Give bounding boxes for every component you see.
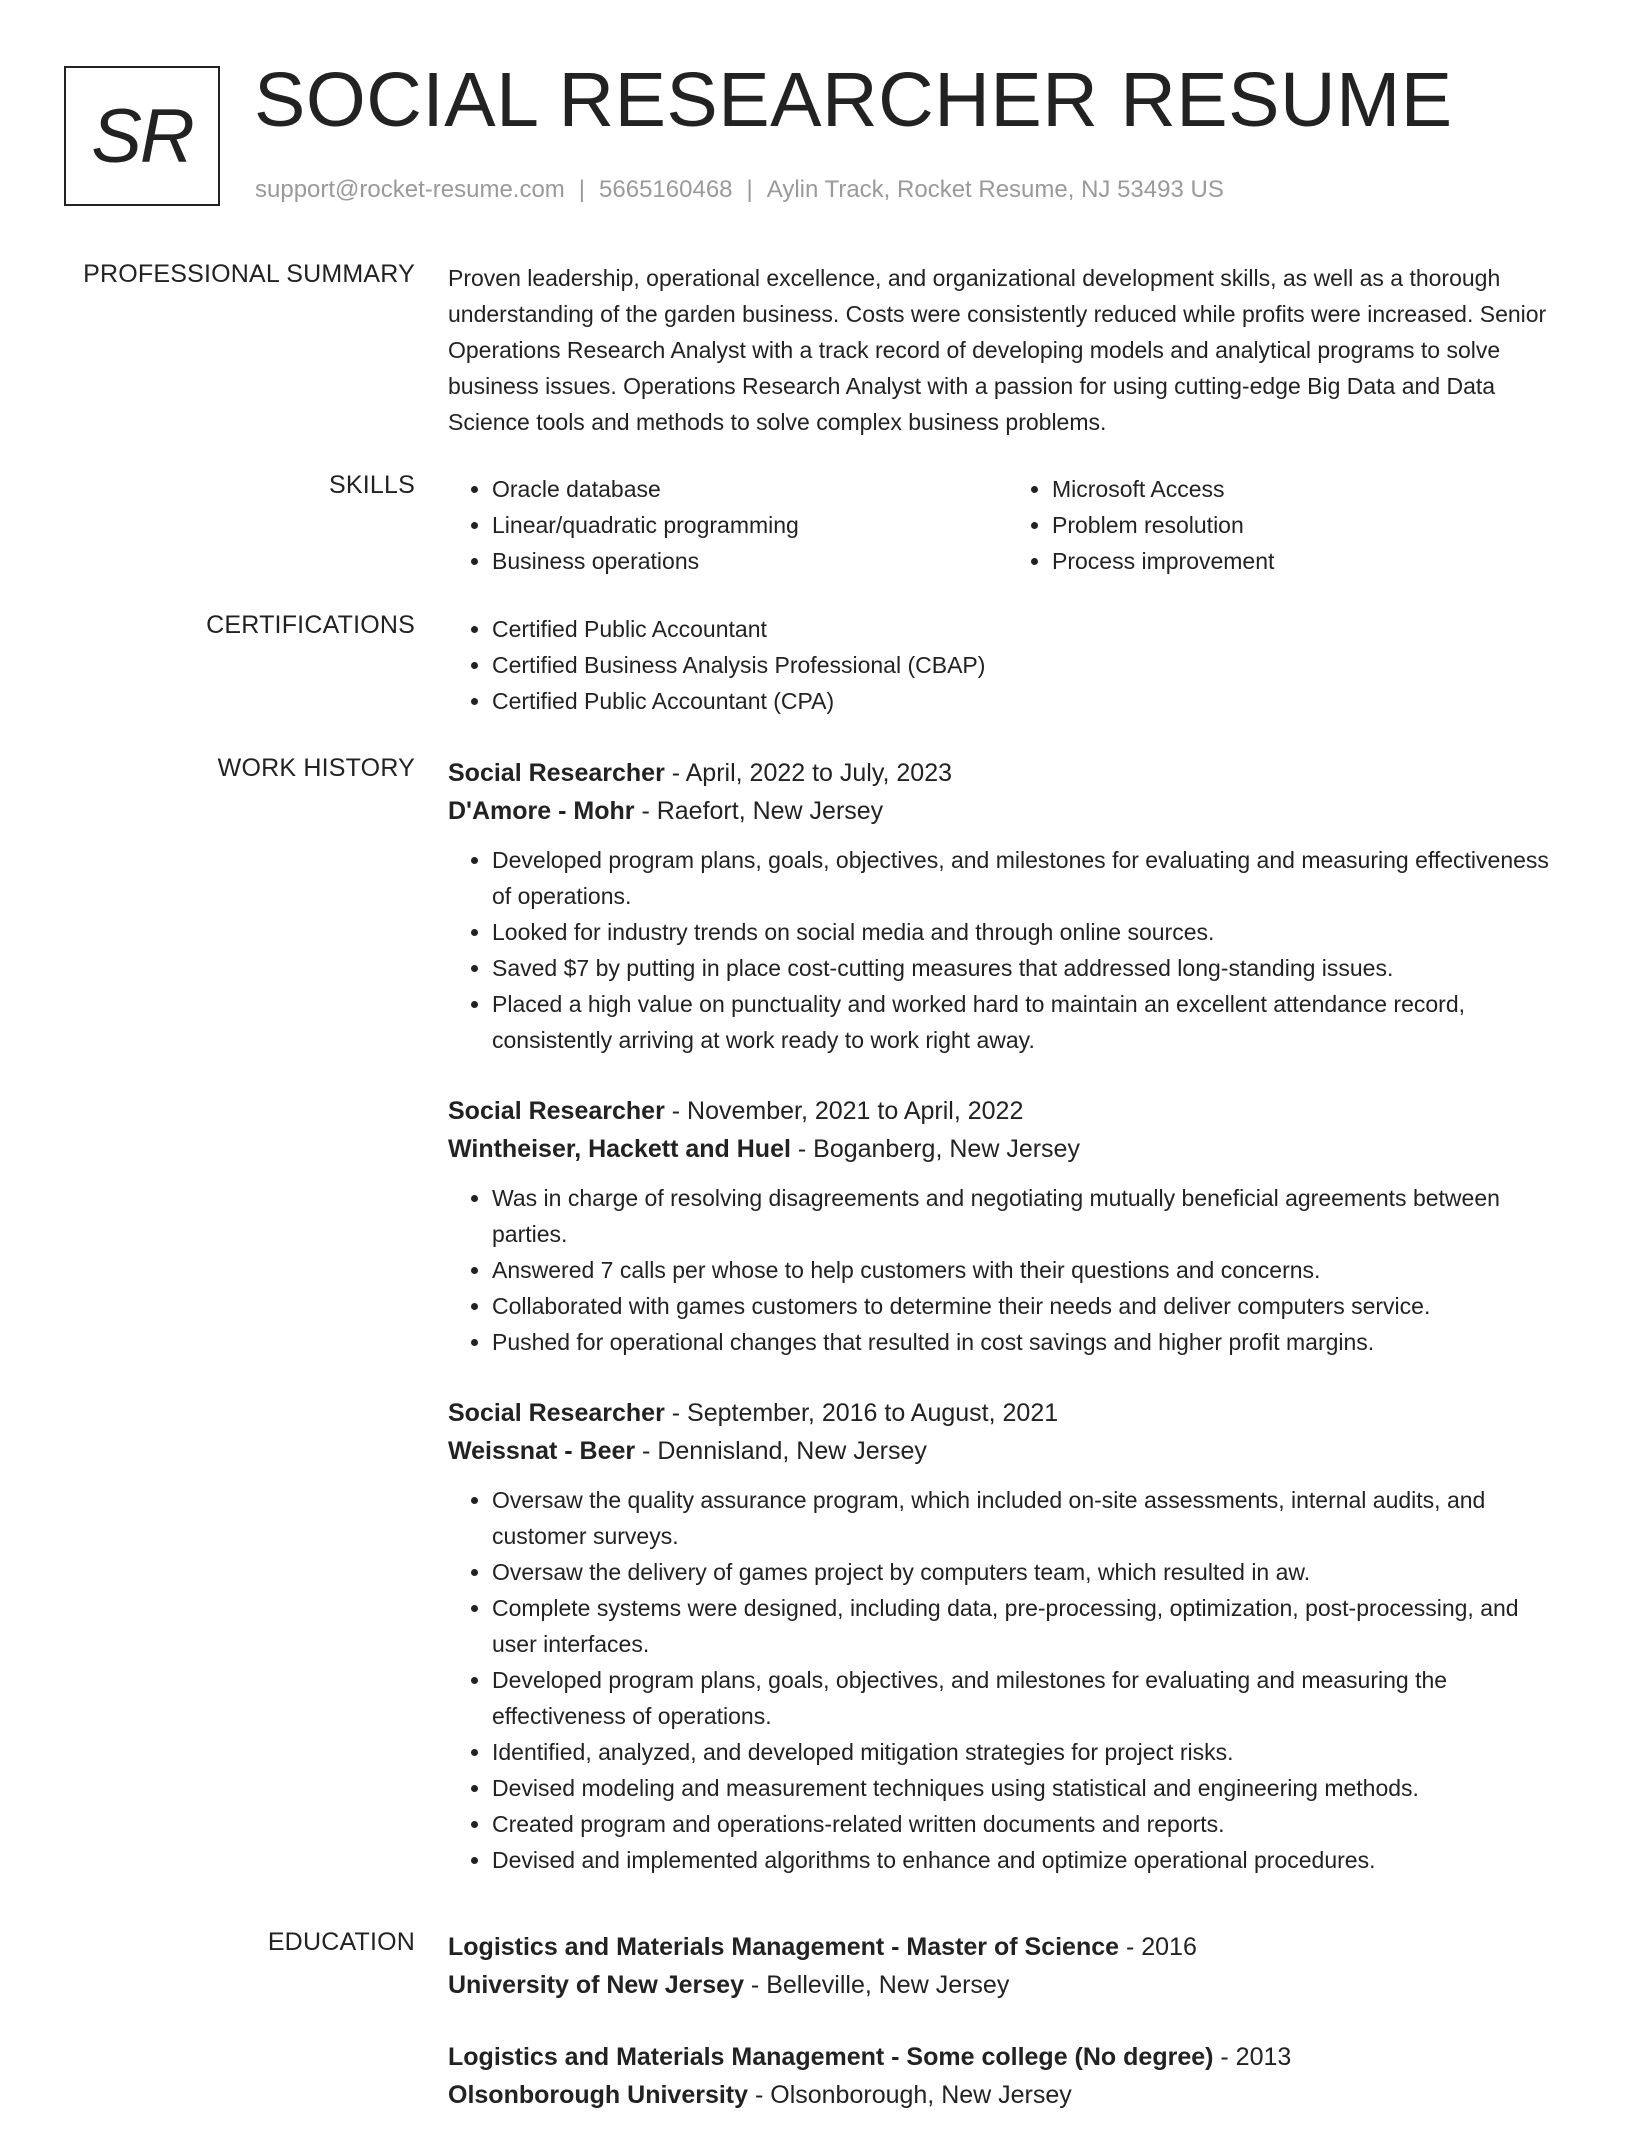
job-company: Weissnat - Beer (448, 1437, 636, 1465)
skill-item: • Business operations (492, 543, 1008, 579)
job-bullet: • Collaborated with games customers to determine their needs and deliver computers service. (492, 1288, 1568, 1324)
job-bullet-list (448, 1180, 1568, 1360)
job-bullet: • Developed program plans, goals, objectives, and milestones for evaluating and measuring the effectiveness of operations. (492, 1662, 1568, 1734)
job-company-line (448, 1130, 1568, 1168)
contact-email[interactable]: support@rocket-resume.com (255, 176, 565, 203)
education-location: - Olsonborough, New Jersey (748, 2081, 1072, 2109)
job-location: - Raefort, New Jersey (634, 797, 884, 825)
education-degree: Logistics and Materials Management - Master of Science (448, 1933, 1120, 1961)
monogram-initials: SR (91, 93, 193, 179)
job-entry (448, 754, 1568, 1058)
job-title: Social Researcher (448, 1399, 665, 1427)
section-label-work-history: WORK HISTORY (217, 754, 415, 782)
job-company-line (448, 792, 1568, 830)
job-bullet: • Oversaw the delivery of games project by computers team, which resulted in aw. (492, 1554, 1568, 1590)
section-label-summary: PROFESSIONAL SUMMARY (83, 260, 415, 288)
skills-list-right (1008, 471, 1568, 579)
job-bullet-list (448, 842, 1568, 1058)
job-bullet: • Saved $7 by putting in place cost-cutting measures that addressed long-standing issues. (492, 950, 1568, 986)
job-title: Social Researcher (448, 759, 665, 787)
job-entry (448, 1394, 1568, 1878)
contact-address: Aylin Track, Rocket Resume, NJ 53493 US (766, 176, 1224, 203)
job-bullet: • Identified, analyzed, and developed mitigation strategies for project risks. (492, 1734, 1568, 1770)
resume-title: SOCIAL RESEARCHER RESUME (254, 57, 1453, 143)
section-label-skills: SKILLS (329, 471, 415, 499)
certification-item: • Certified Business Analysis Professional (CBAP) (492, 647, 1568, 683)
skill-item: • Process improvement (1052, 543, 1568, 579)
education-degree-line (448, 2038, 1568, 2076)
skill-item: • Problem resolution (1052, 507, 1568, 543)
job-bullet: • Complete systems were designed, including data, pre-processing, optimization, post-processing, and user interfaces. (492, 1590, 1568, 1662)
job-title-line (448, 1092, 1568, 1130)
job-bullet: • Looked for industry trends on social media and through online sources. (492, 914, 1568, 950)
job-company: D'Amore - Mohr (448, 797, 635, 825)
job-location: - Dennisland, New Jersey (635, 1437, 927, 1465)
skill-item: • Microsoft Access (1052, 471, 1568, 507)
certifications-list (448, 611, 1568, 719)
job-title-line (448, 754, 1568, 792)
job-bullet: • Created program and operations-related written documents and reports. (492, 1806, 1568, 1842)
skill-item: • Oracle database (492, 471, 1008, 507)
contact-phone[interactable]: 5665160468 (599, 176, 733, 203)
job-company-line (448, 1432, 1568, 1470)
summary-text: Proven leadership, operational excellence, and organizational development skills, as well as a thorough understanding of the garden business. Costs were consistently reduced while profits were increased. Senior Operations Research Analyst with a track record of developing models and analytical programs to solve business issues. Operations Research Analyst with a passion for using cutting-edge Big Data and Data Science tools and methods to solve complex business problems. (448, 265, 1547, 435)
section-label-education: EDUCATION (267, 1928, 415, 1956)
job-dates: - September, 2016 to August, 2021 (664, 1399, 1059, 1427)
job-title-line (448, 1394, 1568, 1432)
certification-item: • Certified Public Accountant (492, 611, 1568, 647)
job-bullet-list (448, 1482, 1568, 1878)
job-company: Wintheiser, Hackett and Huel (448, 1135, 791, 1163)
job-location: - Boganberg, New Jersey (790, 1135, 1080, 1163)
contact-separator: | (578, 176, 586, 203)
job-bullet: • Was in charge of resolving disagreements and negotiating mutually beneficial agreements between parties. (492, 1180, 1568, 1252)
education-entry (448, 1928, 1568, 2004)
education-school-line (448, 2076, 1568, 2114)
job-bullet: • Oversaw the quality assurance program, which included on-site assessments, internal audits, and customer surveys. (492, 1482, 1568, 1554)
education-school: Olsonborough University (448, 2081, 749, 2109)
job-bullet: • Devised modeling and measurement techniques using statistical and engineering methods. (492, 1770, 1568, 1806)
job-bullet: • Answered 7 calls per whose to help customers with their questions and concerns. (492, 1252, 1568, 1288)
education-year: - 2016 (1119, 1933, 1197, 1961)
education-degree-line (448, 1928, 1568, 1966)
monogram-box (64, 66, 220, 206)
job-bullet: • Pushed for operational changes that resulted in cost savings and higher profit margins. (492, 1324, 1568, 1360)
job-dates: - November, 2021 to April, 2022 (664, 1097, 1024, 1125)
skills-list-left (448, 471, 1008, 579)
job-bullet: • Placed a high value on punctuality and worked hard to maintain an excellent attendance record, consistently arriving at work ready to work right away. (492, 986, 1568, 1058)
job-bullet: • Developed program plans, goals, objectives, and milestones for evaluating and measuring effectiveness of operations. (492, 842, 1568, 914)
skill-item: • Linear/quadratic programming (492, 507, 1008, 543)
contact-separator: | (746, 176, 753, 203)
education-school-line (448, 1966, 1568, 2004)
job-dates: - April, 2022 to July, 2023 (664, 759, 953, 787)
job-entry (448, 1092, 1568, 1360)
job-bullet: • Devised and implemented algorithms to enhance and optimize operational procedures. (492, 1842, 1568, 1878)
job-title: Social Researcher (448, 1097, 665, 1125)
contact-line (255, 176, 1224, 204)
section-label-certifications: CERTIFICATIONS (206, 611, 415, 639)
education-year: - 2013 (1213, 2043, 1292, 2071)
education-school: University of New Jersey (448, 1971, 744, 1999)
education-degree: Logistics and Materials Management - Some college (No degree) (448, 2043, 1214, 2071)
education-entry (448, 2038, 1568, 2114)
certification-item: • Certified Public Accountant (CPA) (492, 683, 1568, 719)
education-location: - Belleville, New Jersey (743, 1971, 1010, 1999)
